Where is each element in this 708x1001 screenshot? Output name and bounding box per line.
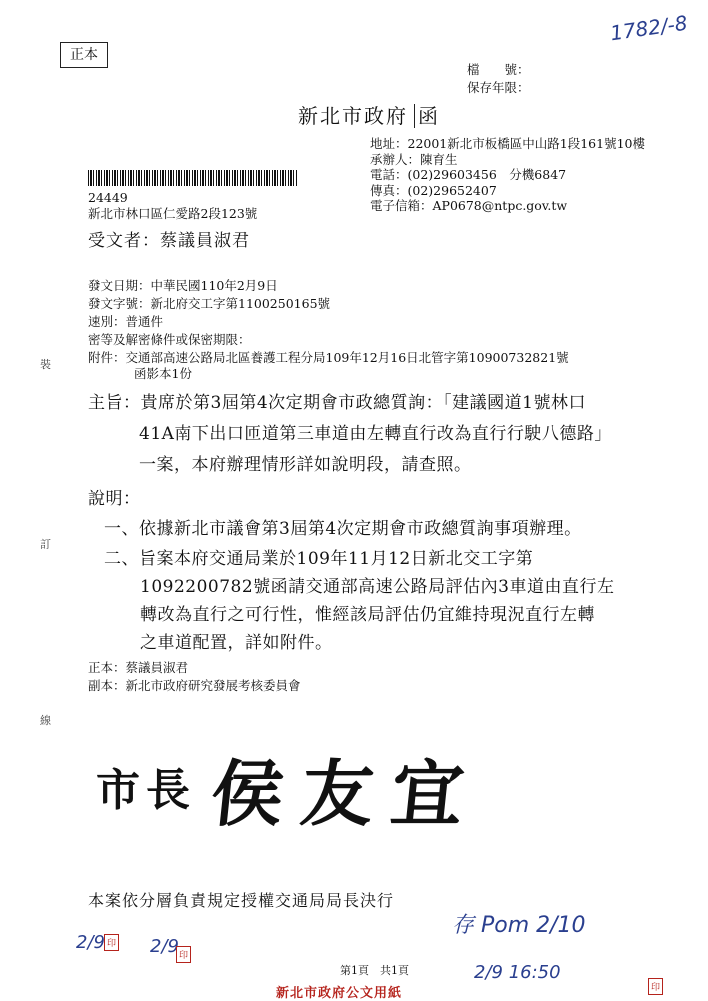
- personal-stamp-3: 印: [648, 978, 663, 995]
- handler-line: 承辦人：陳育生: [370, 151, 458, 167]
- mayor-signature: 侯友宜: [206, 751, 486, 836]
- personal-stamp-1: 印: [104, 934, 119, 951]
- delivery-speed: 速別：普通件: [88, 314, 164, 329]
- address-line: 地址：22001新北市板橋區中山路1段161號10樓: [370, 136, 645, 151]
- authorization-note: 本案依分層負責規定授權交通局局長決行: [88, 891, 395, 910]
- document-number: 發文字號：新北府交工字第1100250165號: [88, 296, 331, 311]
- handwritten-date-2: 2/9: [150, 936, 179, 957]
- attachment-continued: 函影本1份: [134, 366, 192, 381]
- issue-date: 發文日期：中華民國110年2月9日: [88, 278, 278, 293]
- binding-mark-top: 裝: [40, 358, 51, 371]
- retention-label: 保存年限：: [467, 80, 530, 95]
- page-info: 第1頁 共1頁: [340, 964, 409, 977]
- secrecy-level: 密等及解密條件或保密期限：: [88, 332, 251, 347]
- handwritten-note-filed: 存 Pom 2/10: [452, 913, 586, 938]
- binding-mark-bottom: 線: [40, 714, 51, 727]
- phone-line: 電話：(02)29603456 分機6847: [370, 167, 567, 182]
- copy-recipient: 副本：新北市政府研究發展考核委員會: [88, 678, 301, 693]
- explanation-item-2-line-4: 之車道配置，詳如附件。: [140, 633, 333, 653]
- recipient: 受文者：蔡議員淑君: [88, 231, 250, 251]
- email-line: 電子信箱：AP0678@ntpc.gov.tw: [370, 198, 568, 213]
- corner-handwritten-number: 1782/-8: [609, 10, 690, 46]
- handwritten-date-1: 2/9: [76, 932, 105, 953]
- explanation-item-2-line-3: 轉改為直行之可行性，惟經該局評估仍宜維持現況直行左轉: [140, 605, 595, 625]
- document-title: [298, 100, 440, 129]
- original-recipient: 正本：蔡議員淑君: [88, 660, 189, 675]
- mayor-title: 市長: [96, 765, 196, 816]
- barcode: [88, 170, 298, 186]
- subject-block: [88, 388, 612, 481]
- attachment: 附件：交通部高速公路局北區養護工程分局109年12月16日北管字第10900732821號: [88, 350, 569, 365]
- explanation-item-2-line-1: 二、旨案本府交通局業於109年11月12日新北交工字第: [104, 549, 534, 569]
- subject-line-2: 41A南下出口匝道第三車道由左轉直行改為直行行駛八德路」: [139, 424, 612, 444]
- original-copy-tag: 正本: [60, 42, 108, 68]
- handwritten-date-time: 2/9 16:50: [474, 962, 561, 983]
- contact-block: [370, 136, 645, 214]
- subject-line-1: 主旨：貴席於第3屆第4次定期會市政總質詢：「建議國道1號林口: [88, 393, 586, 413]
- document-type: 函: [414, 104, 440, 128]
- explanation-item-2-line-2: 1092200782號函請交通部高速公路局評估內3車道由直行左: [140, 577, 615, 597]
- binding-mark-middle: 訂: [40, 538, 51, 551]
- subject-line-3: 一案，本府辦理情形詳如說明段，請查照。: [139, 455, 472, 475]
- agency-name: 新北市政府: [298, 104, 408, 128]
- explanation-item-1: 一、依據新北市議會第3屆第4次定期會市政總質詢事項辦理。: [104, 519, 582, 539]
- mail-address: 新北市林口區仁愛路2段123號: [88, 206, 258, 221]
- file-number-label: 檔 號：: [467, 62, 530, 77]
- fax-line: 傳真：(02)29652407: [370, 182, 497, 198]
- postcode: 24449: [88, 190, 128, 205]
- explanation-heading: 說明：: [88, 489, 141, 509]
- personal-stamp-2: 印: [176, 946, 191, 963]
- stationery-label: 新北市政府公文用紙: [276, 986, 403, 1001]
